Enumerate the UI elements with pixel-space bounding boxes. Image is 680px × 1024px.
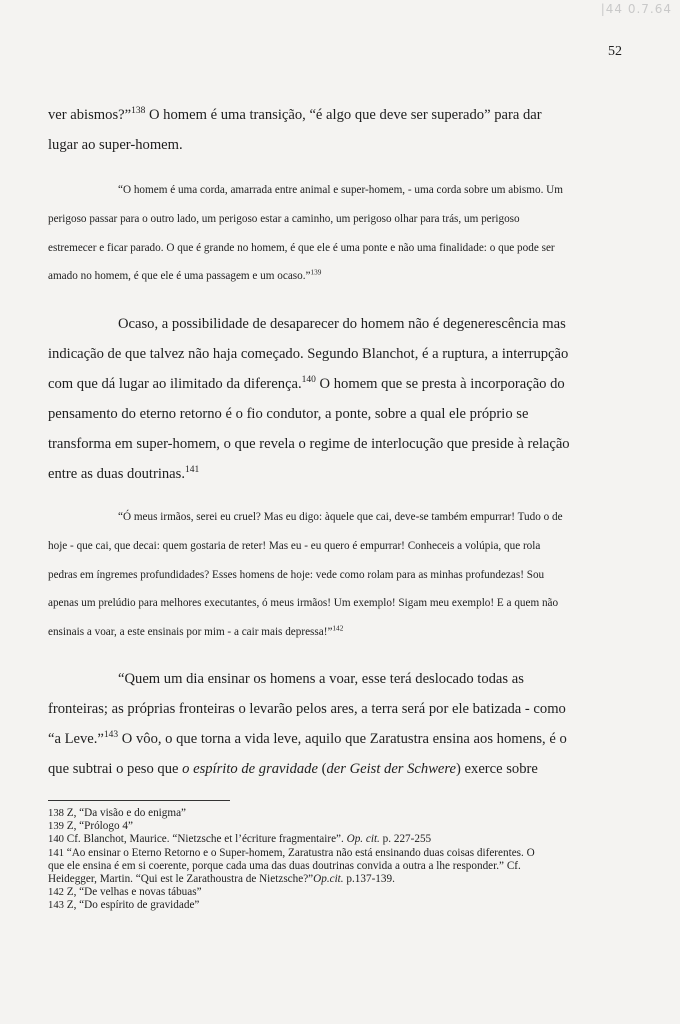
footnote-ref-140: 140 [301,375,316,386]
paragraph-1-text-cont: O homem é uma transição, “é algo que deve ser superado” para dar lugar ao super-homem. [48,107,542,153]
footnote-141 [48,847,548,887]
block-quote-2 [48,503,570,647]
paragraph-3-italic-1: o espírito de gravidade [182,761,318,777]
footnote-number: 143 [48,900,64,912]
footnote-ref-139: 139 [310,268,322,277]
footnote-tail: p. 227-255 [379,833,432,846]
footnote-139 [48,820,548,833]
footnote-142 [48,886,548,899]
footnote-number: 141 [48,847,64,859]
footnote-text: “Ao ensinar o Eterno Retorno e o Super-homem, Zaratustra não está ensinando duas coisas diferentes. O que ele ensina é em si coerente, porque cada uma das duas doutrinas convida a outra a lhe responder.” Cf. Heidegger, Martin. “Qui est le Zarathoustra de Nietzsche?” [48,846,535,886]
footnote-number: 140 [48,834,64,846]
paragraph-3 [48,664,570,784]
paragraph-3-text: “Quem um dia ensinar os homens a voar, esse terá deslocado todas as fronteiras; as próprias fronteiras o levarão pelos ares, a terra será por ele batizada - como “a Leve.” [48,671,566,747]
footnote-143 [48,899,548,912]
footnote-ref-142: 142 [332,624,344,633]
footnote-divider [48,800,230,801]
page-number: 52 [608,44,622,59]
paragraph-3-text-end: ) exerce sobre [456,761,538,777]
footnote-ref-138: 138 [131,106,146,117]
footnote-number: 142 [48,887,64,899]
paragraph-3-text-paren: ( [317,761,327,777]
block-quote-1 [48,176,570,291]
footnote-ref-141: 141 [184,465,200,476]
footnote-text: Z, “Da visão e do enigma” [63,807,187,819]
paragraph-1-text: ver abismos?” [48,107,132,123]
footnote-italic: Op.cit. [313,873,344,886]
footnote-italic: Op. cit. [346,833,380,846]
footnote-138 [48,807,548,820]
handwritten-note: |44 0.7.64 [600,2,672,16]
paragraph-2 [48,309,570,489]
footnotes [48,807,548,913]
paragraph-3-italic-2: der Geist der Schwere [326,761,457,777]
footnote-140 [48,833,548,846]
paragraph-1 [48,100,570,160]
footnote-number: 139 [48,821,64,833]
footnote-text: Z, “De velhas e novas tábuas” [63,886,202,899]
footnote-text: Cf. Blanchot, Maurice. “Nietzsche et l’écriture fragmentaire”. [63,833,347,846]
paragraph-2-text: Ocaso, a possibilidade de desaparecer do homem não é degenerescência mas indicação de que talvez não haja começado. Segundo Blanchot, é a ruptura, a interrupção com que dá lugar ao ilimitado da diferença. [48,316,569,392]
block-quote-2-text: “Ó meus irmãos, serei eu cruel? Mas eu digo: àquele que cai, deve-se também empurrar! Tudo o de hoje - que cai, que decai: quem gostaria de reter! Mas eu - eu quero é empurrar! Conheceis a volúpia, que rola pedras em íngremes profundidades? Esses homens de hoje: vede como rolam para as minhas profundezas! Sou apenas um prelúdio para melhores executantes, ó meus irmãos! Um exemplo! Sigam meu exemplo! E a quem não ensinais a voar, a este ensinais por mim - a cair mais depressa!” [48,511,563,639]
footnote-text: Z, “Prólogo 4” [63,820,133,833]
block-quote-1-text: “O homem é uma corda, amarrada entre animal e super-homem, - uma corda sobre um abismo. Um perigoso passar para o outro lado, um perigoso estar a caminho, um perigoso olhar para trás, um perigoso estremecer e ficar parado. O que é grande no homem, é que ele é uma ponte e não uma finalidade: o que pode ser amado no homem, é que ele é uma passagem e um ocaso.” [48,184,563,283]
footnote-number: 138 [48,808,64,819]
footnote-ref-143: 143 [103,730,119,741]
footnote-text: Z, “Do espírito de gravidade” [63,899,200,912]
paragraph-2-text-cont: O homem que se presta à incorporação do pensamento do eterno retorno é o fio condutor, a ponte, sobre a qual ele próprio se transforma em super-homem, o que revela o regime de interlocução que preside à relação entre as duas doutrinas. [48,376,570,482]
footnote-tail: p.137-139. [343,873,395,886]
paragraph-3-text-cont: O vôo, o que torna a vida leve, aquilo que Zaratustra ensina aos homens, é o que subtrai o peso que [48,731,567,777]
